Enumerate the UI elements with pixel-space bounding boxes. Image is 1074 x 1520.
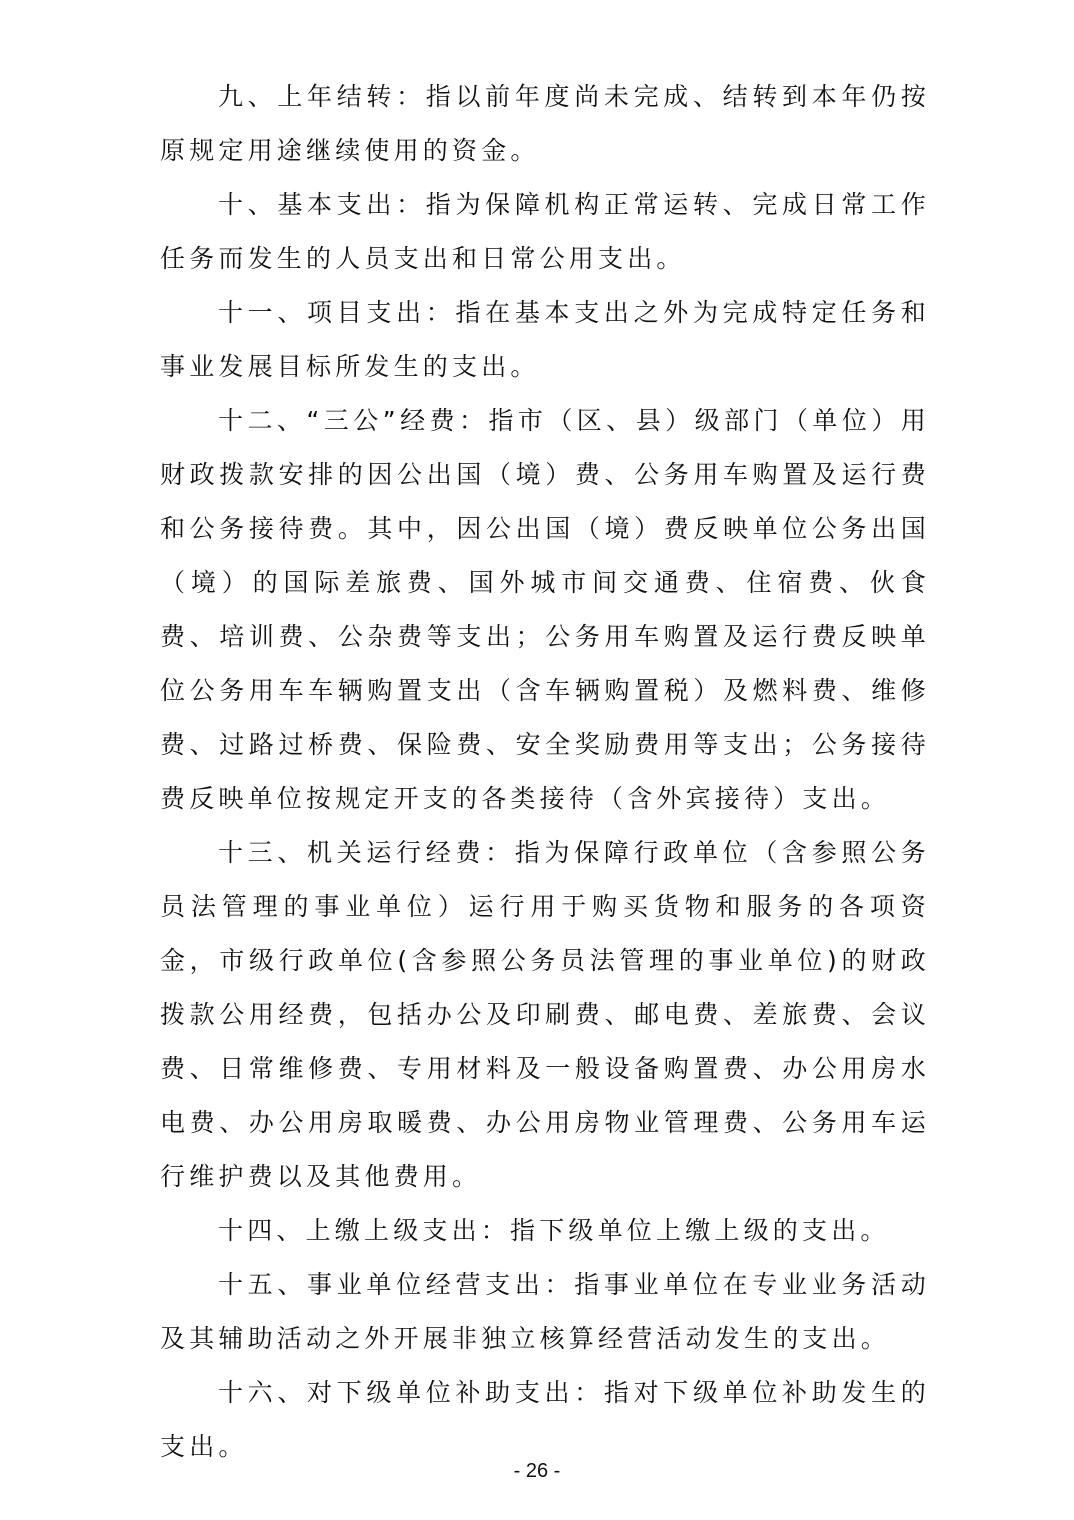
paragraph-10-basic-expenditure: 十、基本支出：指为保障机构正常运转、完成日常工作任务而发生的人员支出和日常公用支出。: [160, 190, 930, 273]
paragraph-9-carryover: 九、上年结转：指以前年度尚未完成、结转到本年仍按原规定用途继续使用的资金。: [160, 82, 930, 165]
paragraph-16-subsidy-to-subordinates: 十六、对下级单位补助支出：指对下级单位补助发生的支出。: [160, 1378, 930, 1461]
paragraph-13-operating-expenses: 十三、机关运行经费：指为保障行政单位（含参照公务员法管理的事业单位）运行用于购买货物和服务的各项资金，市级行政单位(含参照公务员法管理的事业单位)的财政拨款公用经费，包括办公及印刷费、邮电费、差旅费、会议费、日常维修费、专用材料及一般设备购置费、办公用房水电费、办公用房取暖费、办公用房物业管理费、公务用车运行维护费以及其他费用。: [160, 838, 930, 1191]
paragraph-11-project-expenditure: 十一、项目支出：指在基本支出之外为完成特定任务和事业发展目标所发生的支出。: [160, 298, 930, 381]
body-text: [160, 70, 930, 1474]
paragraph-12-three-public-expenses: 十二、“三公”经费：指市（区、县）级部门（单位）用财政拨款安排的因公出国（境）费、公务用车购置及运行费和公务接待费。其中，因公出国（境）费反映单位公务出国（境）的国际差旅费、国外城市间交通费、住宿费、伙食费、培训费、公杂费等支出；公务用车购置及运行费反映单位公务用车车辆购置支出（含车辆购置税）及燃料费、维修费、过路过桥费、保险费、安全奖励费用等支出；公务接待费反映单位按规定开支的各类接待（含外宾接待）支出。: [160, 406, 930, 813]
paragraph-15-business-expenditure: 十五、事业单位经营支出：指事业单位在专业业务活动及其辅助活动之外开展非独立核算经营活动发生的支出。: [160, 1270, 930, 1353]
page-number: - 26 -: [513, 1460, 561, 1482]
paragraph-14-remittance-to-superior: 十四、上缴上级支出：指下级单位上缴上级的支出。: [218, 1216, 890, 1245]
